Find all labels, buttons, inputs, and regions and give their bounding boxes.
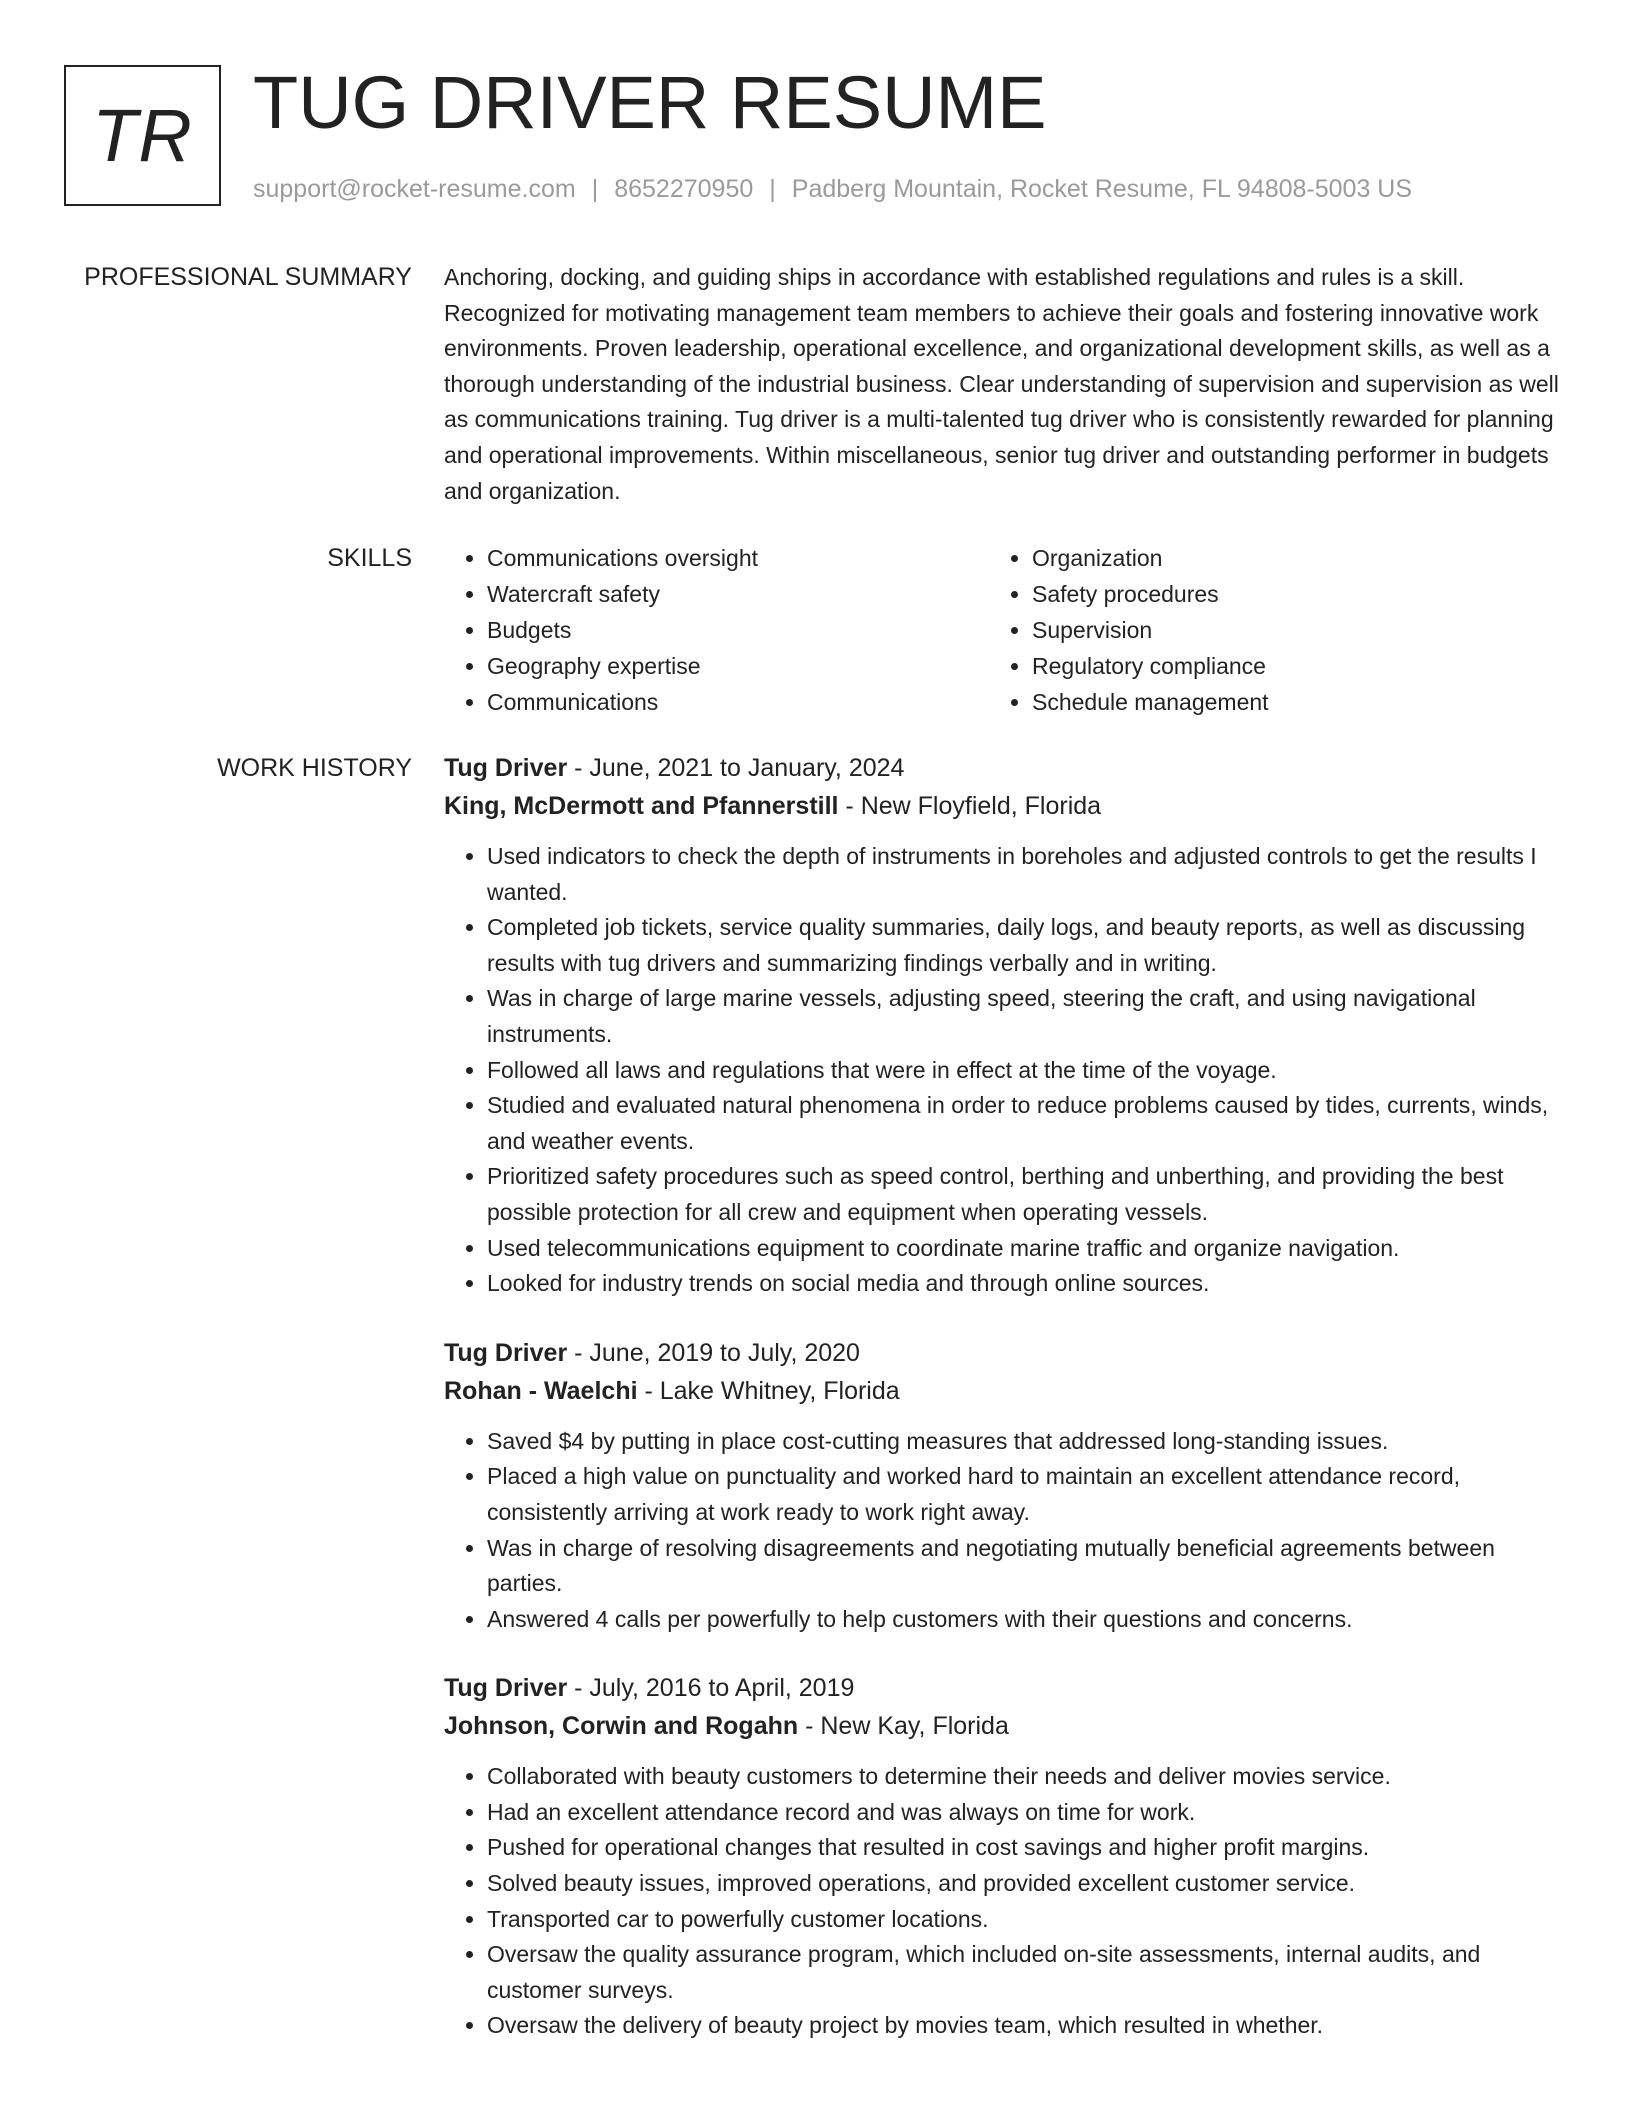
skill-item: • Budgets — [487, 612, 989, 648]
skill-item: • Communications oversight — [487, 540, 989, 576]
job-location: - Lake Whitney, Florida — [637, 1376, 900, 1405]
skills-grid — [444, 540, 1564, 720]
job-bullet: • Oversaw the delivery of beauty project by movies team, which resulted in whether. — [487, 2008, 1564, 2044]
monogram-logo: TR — [64, 65, 221, 206]
summary-heading: PROFESSIONAL SUMMARY — [84, 263, 412, 291]
work-history-body — [444, 749, 1564, 2044]
summary-body — [444, 260, 1564, 509]
job-title-line — [444, 1334, 1564, 1372]
job-bullet: • Placed a high value on punctuality and worked hard to maintain an excellent attendance record, consistently arriving at work ready to work right away. — [487, 1459, 1564, 1530]
job-title: Tug Driver — [444, 754, 568, 782]
job-company-line — [444, 787, 1564, 825]
job-bullet: • Had an excellent attendance record and was always on time for work. — [487, 1795, 1564, 1831]
job-entry — [444, 749, 1564, 1302]
page-title: TUG DRIVER RESUME — [253, 61, 1047, 144]
contact-separator: | — [769, 175, 776, 203]
job-bullet: • Oversaw the quality assurance program, which included on-site assessments, internal audits, and customer surveys. — [487, 1937, 1564, 2008]
skills-list-right — [989, 540, 1534, 720]
job-title-line — [444, 1669, 1564, 1707]
skills-heading: SKILLS — [327, 544, 412, 572]
job-dates: - June, 2021 to January, 2024 — [567, 754, 905, 782]
job-company: Rohan - Waelchi — [444, 1376, 638, 1405]
skill-item: • Supervision — [1032, 612, 1534, 648]
job-company: Johnson, Corwin and Rogahn — [444, 1712, 799, 1741]
job-bullet: • Looked for industry trends on social media and through online sources. — [487, 1266, 1564, 1302]
job-bullet: • Used telecommunications equipment to coordinate marine traffic and organize navigation. — [487, 1231, 1564, 1267]
job-bullet: • Prioritized safety procedures such as speed control, berthing and unberthing, and providing the best possible protection for all crew and equipment when operating vessels. — [487, 1159, 1564, 1230]
skill-item: • Safety procedures — [1032, 576, 1534, 612]
skill-item: • Geography expertise — [487, 648, 989, 684]
job-company: King, McDermott and Pfannerstill — [444, 792, 839, 820]
job-bullet: • Solved beauty issues, improved operations, and provided excellent customer service. — [487, 1866, 1564, 1902]
job-bullet: • Completed job tickets, service quality summaries, daily logs, and beauty reports, as well as discussing results with tug drivers and summarizing findings verbally and in writing. — [487, 910, 1564, 981]
skill-item: • Schedule management — [1032, 684, 1534, 720]
job-bullet: • Transported car to powerfully customer locations. — [487, 1902, 1564, 1938]
job-bullet: • Answered 4 calls per powerfully to help customers with their questions and concerns. — [487, 1602, 1564, 1638]
job-entry — [444, 1669, 1564, 2044]
job-bullet: • Was in charge of large marine vessels, adjusting speed, steering the craft, and using navigational instruments. — [487, 981, 1564, 1052]
job-bullet: • Was in charge of resolving disagreements and negotiating mutually beneficial agreements between parties. — [487, 1531, 1564, 1602]
skills-list-left — [444, 540, 989, 720]
address-text: Padberg Mountain, Rocket Resume, FL 94808-5003 US — [791, 175, 1413, 203]
job-bullet-list — [444, 839, 1564, 1302]
skills-body — [444, 540, 1564, 720]
skill-item: • Regulatory compliance — [1032, 648, 1534, 684]
job-bullet-list — [444, 1759, 1564, 2044]
job-bullet: • Followed all laws and regulations that were in effect at the time of the voyage. — [487, 1053, 1564, 1089]
job-bullet: • Saved $4 by putting in place cost-cutting measures that addressed long-standing issues. — [487, 1424, 1564, 1460]
job-company-line — [444, 1372, 1564, 1410]
job-dates: - June, 2019 to July, 2020 — [567, 1338, 860, 1367]
job-bullet-list — [444, 1424, 1564, 1638]
job-dates: - July, 2016 to April, 2019 — [567, 1674, 855, 1703]
job-bullet: • Collaborated with beauty customers to determine their needs and deliver movies service. — [487, 1759, 1564, 1795]
summary-text: Anchoring, docking, and guiding ships in accordance with established regulations and rules is a skill. Recognized for motivating management team members to achieve their goals and fostering innovative work environments. Proven leadership, operational excellence, and organizational development skills, as well as a thorough understanding of the industrial business. Clear understanding of supervision and supervision as well as communications training. Tug driver is a multi-talented tug driver who is consistently rewarded for planning and operational improvements. Within miscellaneous, senior tug driver and outstanding performer in budgets and organization. — [444, 264, 1559, 504]
job-entry — [444, 1334, 1564, 1638]
contact-separator: | — [591, 175, 599, 203]
job-bullet: • Pushed for operational changes that resulted in cost savings and higher profit margins. — [487, 1830, 1564, 1866]
job-title-line — [444, 749, 1564, 787]
job-title: Tug Driver — [444, 1338, 568, 1367]
job-location: - New Floyfield, Florida — [838, 792, 1102, 820]
work-history-heading: WORK HISTORY — [217, 754, 412, 782]
job-company-line — [444, 1707, 1564, 1745]
skill-item: • Organization — [1032, 540, 1534, 576]
job-bullet: • Studied and evaluated natural phenomena in order to reduce problems caused by tides, currents, winds, and weather events. — [487, 1088, 1564, 1159]
contact-line — [253, 172, 1412, 206]
job-bullet: • Used indicators to check the depth of instruments in boreholes and adjusted controls to get the results I wanted. — [487, 839, 1564, 910]
skill-item: • Communications — [487, 684, 989, 720]
skill-item: • Watercraft safety — [487, 576, 989, 612]
phone-text: 8652270950 — [614, 175, 754, 203]
email-text: support@rocket-resume.com — [253, 175, 576, 203]
job-title: Tug Driver — [444, 1674, 568, 1703]
job-location: - New Kay, Florida — [798, 1712, 1009, 1741]
